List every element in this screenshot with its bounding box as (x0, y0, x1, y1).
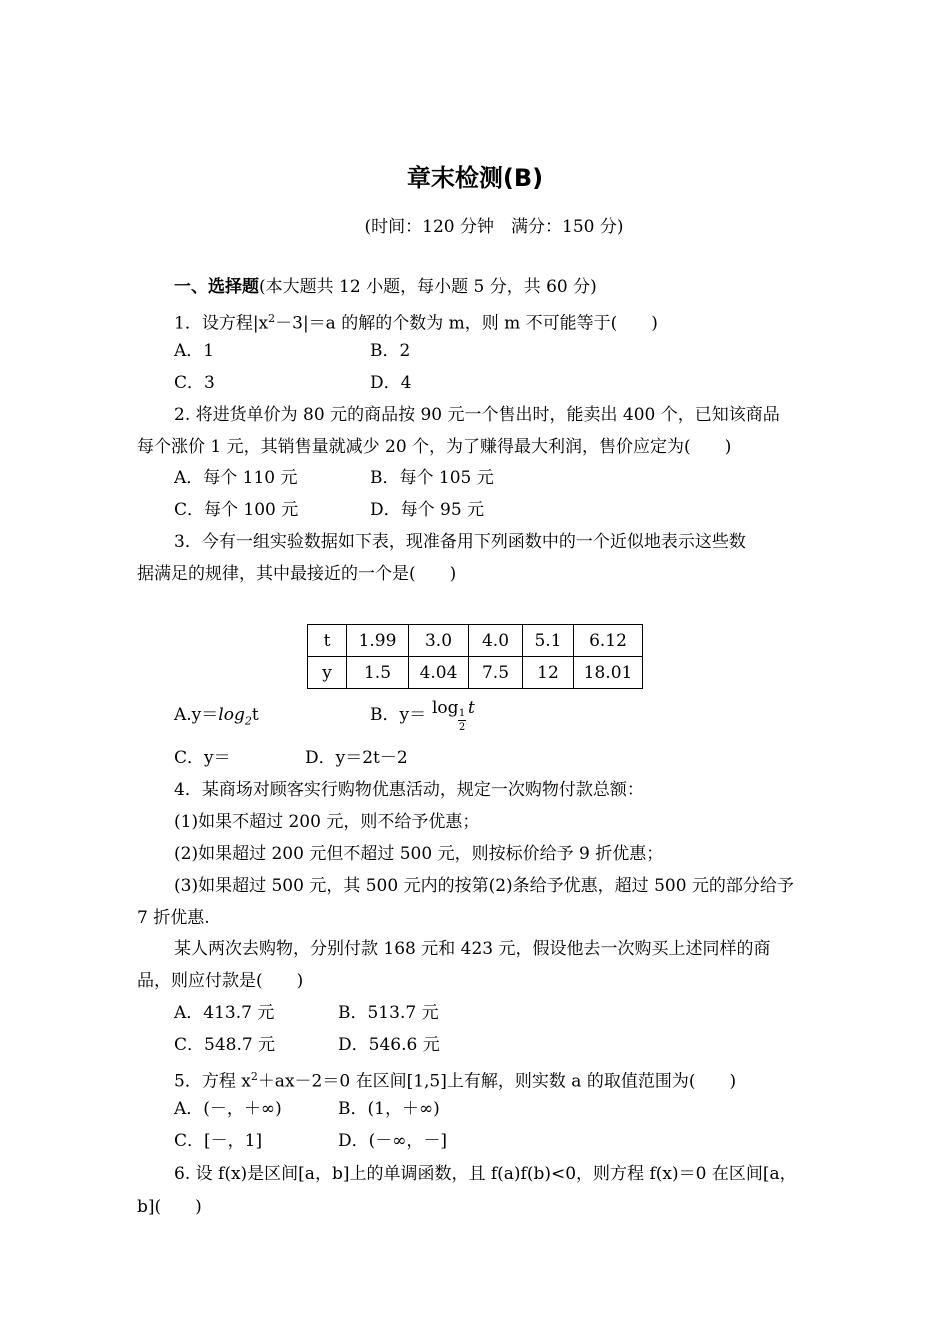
question-4-option-d: D．546.6 元 (338, 1035, 440, 1055)
question-1-option-b: B．2 (370, 341, 411, 361)
question-2-option-a: A．每个 110 元 (174, 468, 298, 488)
table-cell: 1.99 (347, 625, 409, 657)
question-4-line-7: 品，则应付款是( ) (137, 971, 304, 991)
question-2-line-1: 2. 将进货单价为 80 元的商品按 90 元一个售出时，能卖出 400 个，已知该商品 (174, 405, 780, 425)
question-5-option-c: C．[－，1] (174, 1131, 263, 1151)
section-heading (174, 276, 597, 298)
log-base-fraction: 1 2 (458, 708, 466, 733)
question-3-option-b: B．y＝ (370, 705, 427, 725)
table-cell: 6.12 (574, 625, 643, 657)
log-variable: t (468, 698, 475, 718)
table-cell: 5.1 (523, 625, 574, 657)
question-2-option-c: C．每个 100 元 (174, 500, 299, 520)
question-1-option-a: A．1 (174, 341, 215, 361)
question-4-option-a: A．413.7 元 (174, 1003, 275, 1023)
table-cell: 1.5 (347, 657, 409, 689)
table-cell: 3.0 (409, 625, 469, 657)
question-3-option-a: $A.y=\log_2t$ (174, 705, 259, 728)
log-half-expression: log (432, 698, 459, 718)
data-table (307, 624, 643, 689)
table-row (308, 625, 643, 657)
question-4-option-c: C．548.7 元 (174, 1035, 276, 1055)
question-1-option-d: D．4 (370, 373, 412, 393)
question-4-line-1: 4．某商场对顾客实行购物优惠活动，规定一次购物付款总额： (174, 780, 644, 800)
table-cell: 4.04 (409, 657, 469, 689)
section-note: (本大题共 12 小题，每小题 5 分，共 60 分) (259, 277, 597, 297)
page-title: 章末检测(B) (406, 164, 544, 192)
question-1-option-c: C．3 (174, 373, 215, 393)
question-6-line-2: b]( ) (137, 1197, 202, 1217)
question-6-line-1: 6. 设 f(x)是区间[a，b]上的单调函数，且 f(a)f(b)<0，则方程 f(x)＝0 在区间[a， (174, 1164, 797, 1184)
table-cell: 12 (523, 657, 574, 689)
question-4-line-5: 7 折优惠. (137, 908, 210, 928)
question-4-line-2: (1)如果不超过 200 元，则不给予优惠； (174, 812, 480, 832)
table-cell: t (308, 625, 347, 657)
question-5-option-b: B．(1，＋∞) (338, 1099, 440, 1119)
question-5-option-a: A．(－，＋∞) (174, 1099, 282, 1119)
question-3-option-d: D．y＝2t－2 (305, 748, 408, 768)
question-2-option-b: B．每个 105 元 (370, 468, 494, 488)
question-4-option-b: B．513.7 元 (338, 1003, 439, 1023)
question-3-option-c: C．y＝ (174, 748, 231, 768)
table-row (308, 657, 643, 689)
table-cell: 7.5 (469, 657, 523, 689)
question-2-option-d: D．每个 95 元 (370, 500, 485, 520)
question-5-option-d: D．(－∞，－] (338, 1131, 448, 1151)
question-5-stem: 5．方程 $x^2+ax-2=0$ 在区间[1,5]上有解，则实数 a 的取值范围为( ) (174, 1070, 737, 1092)
question-3-line-2: 据满足的规律，其中最接近的一个是( ) (137, 564, 457, 584)
section-title: 一、选择题 (174, 277, 259, 297)
table-cell: 4.0 (469, 625, 523, 657)
question-3-line-1: 3．今有一组实验数据如下表，现准备用下列函数中的一个近似地表示这些数 (174, 532, 746, 552)
question-1-stem: 1．设方程$|x^2-3|=a$ 的解的个数为 m，则 m 不可能等于( ) (174, 312, 658, 334)
question-4-line-4: (3)如果超过 500 元，其 500 元内的按第(2)条给予优惠，超过 500 元的部分给予 (174, 876, 794, 896)
question-2-line-2: 每个涨价 1 元，其销售量就减少 20 个，为了赚得最大利润，售价应定为( ) (137, 437, 732, 457)
table-cell: y (308, 657, 347, 689)
table-cell: 18.01 (574, 657, 643, 689)
question-4-line-3: (2)如果超过 200 元但不超过 500 元，则按标价给予 9 折优惠； (174, 844, 664, 864)
question-4-line-6: 某人两次去购物，分别付款 168 元和 423 元，假设他去一次购买上述同样的商 (174, 939, 771, 959)
exam-info: (时间：120 分钟 满分：150 分) (364, 217, 624, 237)
